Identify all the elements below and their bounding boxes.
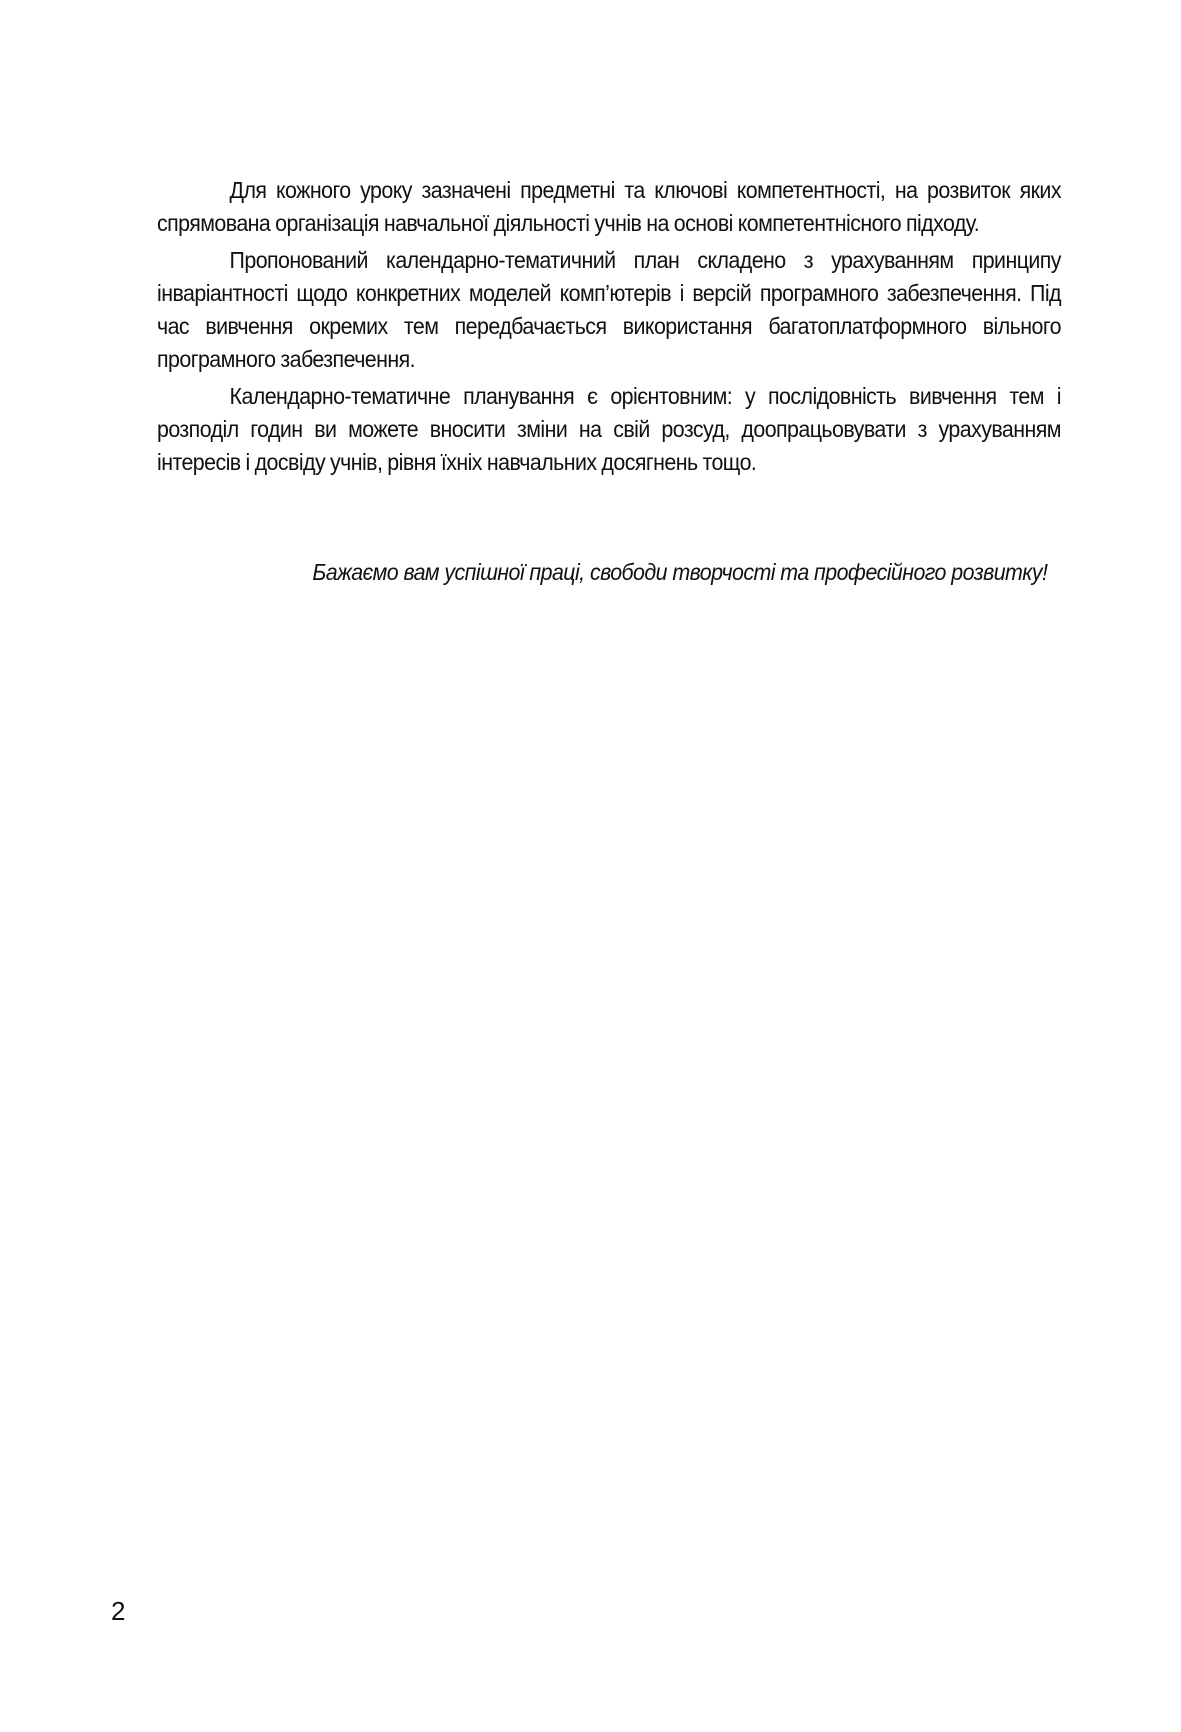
closing-wish: Бажаємо вам успішної праці, свободи творчості та професійного розвитку!: [312, 559, 1048, 585]
page-number: 2: [111, 1596, 126, 1626]
paragraph-planning: Календарно-тематичне планування є орієнтовним: у послідовність вивчення тем і розподіл годин ви можете вносити зміни на свій розсуд, доопрацьовувати з урахуванням інтересів і досвіду учнів, рівня їхніх навчальних досягнень тощо.: [157, 383, 1061, 475]
paragraph-competencies: Для кожного уроку зазначені предметні та ключові компетентності, на розвиток яких спрямована організація навчальної діяльності учнів на основі компетентнісного підходу.: [157, 177, 1061, 236]
paragraph-invariance: Пропонований календарно-тематичний план складено з урахуванням принципу інваріантності щодо конкретних моделей комп’ютерів і версій програмного забезпечення. Під час вивчення окремих тем передбачається використання багатоплатформного вільного програмного забезпечення.: [157, 247, 1061, 372]
page-body: [157, 174, 1061, 585]
